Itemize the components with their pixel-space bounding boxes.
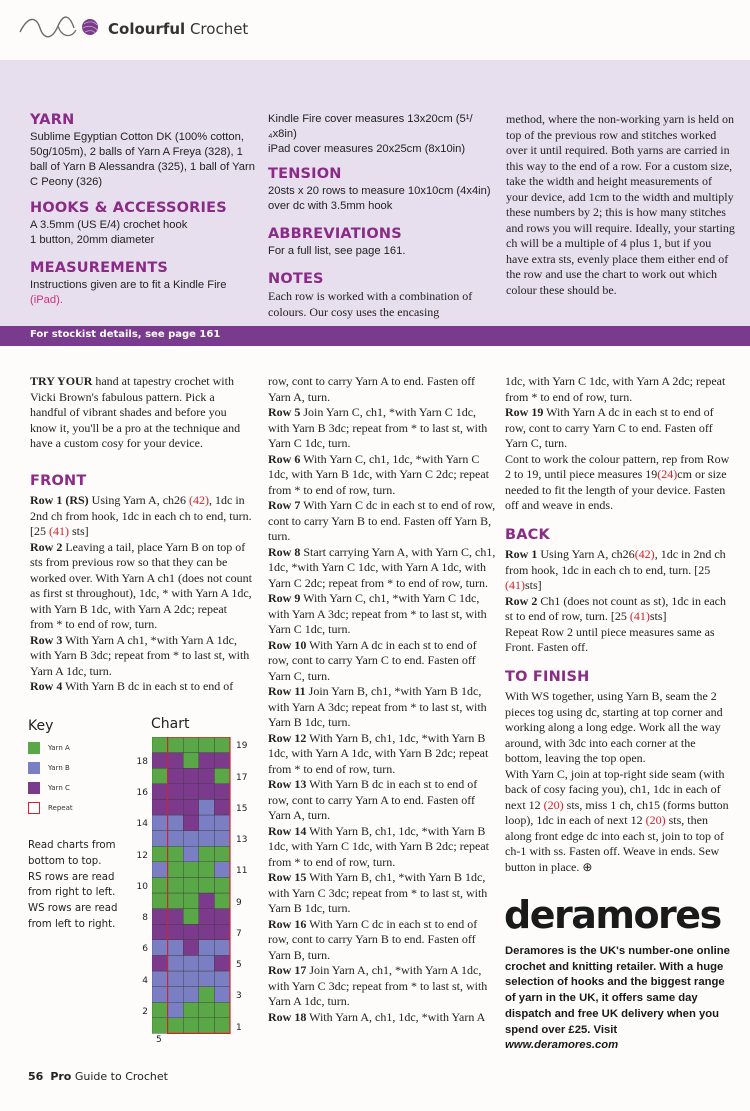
- front-row-8: Row 8 Start carrying Yarn A, with Yarn C, ch1, 1dc, *with Yarn C 1dc, with Yarn A 1dc, with Yarn C 2dc; repeat from * to end of row, turn.: [268, 544, 496, 590]
- chart-cell: [168, 893, 184, 909]
- chart-row-label: 6: [142, 944, 148, 954]
- continue-pattern: Cont to work the colour pattern, rep from Row 2 to 19, until piece measures 19(24)cm or size needed to fit the length of your device. Fasten off and weave in ends.: [505, 451, 730, 512]
- notes-continued-text: method, where the non-working yarn is held on top of the previous row and stitches worked over it until required. Both yarns are carried in this way to the end of a row. For a custom size, take the width and height measurements of your device, add 1cm to the width and multiply these numbers by 2; this is how many stitches and rows you will require. Ideally, your starting ch will be a multiple of 4 plus 1, but if you have extra sts, evenly place them either end of the row and use the chart to work out which colour these should be.: [506, 112, 735, 297]
- finish-edge: With Yarn C, join at top-right side seam (with back of cosy facing you), ch1, 1dc in each of next 12 (20) sts, miss 1 ch, ch15 (forms button loop), 1dc in each of next 12 (20) sts, then along front edge dc into each st, join to top of ch-1 with ss. Fasten off. Weave in ends. Sew button in place. ⊕: [505, 766, 729, 874]
- chart-row-label: 8: [142, 913, 148, 923]
- chart-cell: [168, 753, 184, 769]
- measurements-text: Instructions given are to fit a Kindle Fire (iPad).: [30, 279, 227, 306]
- front-row-2: Row 2 Leaving a tail, place Yarn B on top of sts from previous row so that they can be worked over. With Yarn A ch1 (does not count as first st throughout), 1dc, * with Yarn A 1dc, with Yarn B 1dc, with Yarn A 2dc; repeat from * to end of row, turn.: [30, 539, 252, 631]
- chart-cell: [214, 971, 230, 987]
- chart-reading-instructions: Read charts from bottom to top. RS rows are read from right to left. WS rows are read from left to right.: [28, 840, 118, 930]
- chart-row-label: 18: [136, 757, 148, 767]
- chart-cell: [183, 955, 199, 971]
- materials-band: [0, 60, 750, 326]
- chart-cell: [152, 924, 168, 940]
- chart-row-label: 12: [136, 851, 148, 861]
- front-row-13: Row 13 With Yarn B dc in each st to end of row, cont to carry Yarn A to end. Fasten off Yarn A, turn.: [268, 777, 478, 822]
- front-row-5: Row 5 Join Yarn C, ch1, *with Yarn C 1dc, with Yarn B 3dc; repeat from * to last st, with Yarn C 1dc, turn.: [268, 405, 488, 450]
- chart-cell: [168, 768, 184, 784]
- chart-cell: [168, 955, 184, 971]
- chart-cell: [152, 987, 168, 1003]
- chart-cell: [214, 877, 230, 893]
- chart-cell: [199, 971, 215, 987]
- abbreviations-text: For a full list, see page 161.: [268, 245, 406, 257]
- chart-row-label: 19: [236, 741, 248, 751]
- chart-cell: [214, 831, 230, 847]
- chart-cell: [214, 768, 230, 784]
- chart-cell: [183, 940, 199, 956]
- front-row-4-cont: row, cont to carry Yarn A to end. Fasten off Yarn A, turn.: [268, 374, 475, 404]
- chart-cell: [199, 940, 215, 956]
- yarn-heading: YARN: [30, 112, 75, 128]
- chart-cell: [183, 893, 199, 909]
- chart-cell: [214, 862, 230, 878]
- chart-cell: [152, 1018, 168, 1034]
- chart-cell: [183, 909, 199, 925]
- chart-cell: [168, 799, 184, 815]
- chart-cell: [183, 815, 199, 831]
- chart-cell: [152, 971, 168, 987]
- chart-row-label: 9: [236, 898, 242, 908]
- tension-column: [268, 112, 498, 320]
- chart-cell: [183, 924, 199, 940]
- chart-key: [28, 718, 128, 814]
- front-row-17: Row 17 Join Yarn A, ch1, *with Yarn A 1dc, with Yarn C 3dc; repeat from * to last st, with Yarn A 1dc, turn.: [268, 963, 488, 1008]
- hooks-heading: HOOKS & ACCESSORIES: [30, 200, 227, 216]
- chart-cell: [214, 893, 230, 909]
- front-heading: FRONT: [30, 472, 87, 489]
- chart-row-label: 5: [236, 960, 242, 970]
- chart-cell: [152, 862, 168, 878]
- left-column: [30, 374, 252, 695]
- chart-cell: [214, 955, 230, 971]
- chart-cell: [152, 815, 168, 831]
- chart-cell: [152, 909, 168, 925]
- chart-cell: [183, 877, 199, 893]
- page-number: 56: [28, 1070, 44, 1083]
- chart-cell: [183, 784, 199, 800]
- yarn-b-swatch: [28, 762, 40, 774]
- chart-cell: [168, 846, 184, 862]
- chart-cell: [168, 924, 184, 940]
- notes-heading: NOTES: [268, 271, 324, 287]
- chart-cell: [168, 940, 184, 956]
- repeat-swatch: [28, 802, 40, 814]
- chart-title: Chart: [151, 716, 190, 732]
- chart-cell: [199, 924, 215, 940]
- chart-row-label: 16: [136, 788, 148, 798]
- chart-row-label: 17: [236, 773, 248, 783]
- front-row-18: Row 18 With Yarn A, ch1, 1dc, *with Yarn A: [268, 1009, 486, 1024]
- chart-row-label: 4: [142, 976, 148, 986]
- front-row-3: Row 3 With Yarn A ch1, *with Yarn A 1dc, with Yarn B 3dc; repeat from * to last st, with Yarn A 1dc, turn.: [30, 632, 250, 678]
- chart-cell: [168, 784, 184, 800]
- chart-cell: [168, 1018, 184, 1034]
- deramores-logo: deramores: [504, 893, 721, 937]
- deramores-blurb: Deramores is the UK's number-one online crochet and knitting retailer. With a huge selection of hooks and the biggest range of yarn in the UK, it offers same day dispatch and free UK delivery when you spend over £25. Visit www.deramores.com: [505, 945, 730, 1052]
- chart-cell: [214, 753, 230, 769]
- chart-cell: [214, 940, 230, 956]
- chart-cell: [199, 768, 215, 784]
- chart-cell: [168, 909, 184, 925]
- chart-cell: [199, 1018, 215, 1034]
- chart-column-label: 5: [156, 1035, 162, 1045]
- chart-cell: [152, 955, 168, 971]
- notes-continued-column: [506, 112, 736, 298]
- chart-left-numbers: [126, 737, 148, 1037]
- chart-cell: [214, 987, 230, 1003]
- measurements-heading: MEASUREMENTS: [30, 260, 169, 276]
- chart-cell: [168, 737, 184, 753]
- chart-cell: [183, 862, 199, 878]
- chart-row-label: 2: [142, 1007, 148, 1017]
- chart-cell: [183, 737, 199, 753]
- key-yarn-c: Yarn C: [28, 782, 128, 794]
- chart-cell: [199, 862, 215, 878]
- chart-row-label: 13: [236, 835, 248, 845]
- chart-cell: [152, 737, 168, 753]
- front-row-12: Row 12 With Yarn B, ch1, 1dc, *with Yarn B 1dc, with Yarn A 1dc, with Yarn B 2dc; repeat from * to end of row, turn.: [268, 730, 489, 776]
- kindle-size: Kindle Fire cover measures 13x20cm (5¹/₄x8in): [268, 113, 473, 140]
- chart-cell: [183, 846, 199, 862]
- page-header: [0, 0, 750, 60]
- chart-cell: [168, 862, 184, 878]
- front-row-9: Row 9 With Yarn C, ch1, *with Yarn C 1dc, with Yarn A 3dc; repeat from * to last st, with Yarn C 1dc, turn.: [268, 591, 487, 636]
- front-row-6: Row 6 With Yarn C, ch1, 1dc, *with Yarn C 1dc, with Yarn B 1dc, with Yarn C 2dc; repeat from * to end of row, turn.: [268, 451, 489, 497]
- abbreviations-heading: ABBREVIATIONS: [268, 226, 402, 242]
- back-repeat: Repeat Row 2 until piece measures same as Front. Fasten off.: [505, 624, 715, 654]
- chart-cell: [152, 784, 168, 800]
- chart-cell: [183, 831, 199, 847]
- chart-cell: [168, 971, 184, 987]
- chart-cell: [214, 1002, 230, 1018]
- chart-cell: [199, 815, 215, 831]
- end-mark-icon: ⊕: [582, 859, 593, 874]
- back-row-2: Row 2 Ch1 (does not count as st), 1dc in each st to end of row, turn. [25 (41)sts]: [505, 593, 726, 623]
- front-row-14: Row 14 With Yarn B, ch1, 1dc, *with Yarn B 1dc, with Yarn C 1dc, with Yarn B 2dc; repeat from * to end of row, turn.: [268, 823, 489, 869]
- chart-cell: [183, 1018, 199, 1034]
- front-row-7: Row 7 With Yarn C dc in each st to end of row, cont to carry Yarn B to end. Fasten off Yarn B, turn.: [268, 498, 496, 543]
- chart-cell: [214, 1018, 230, 1034]
- back-heading: BACK: [505, 526, 550, 543]
- chart-cell: [199, 955, 215, 971]
- hooks-text: A 3.5mm (US E/4) crochet hook: [30, 219, 188, 231]
- chart-cell: [183, 1002, 199, 1018]
- chart-cell: [199, 784, 215, 800]
- chart-cell: [168, 877, 184, 893]
- back-row-1: Row 1 Using Yarn A, ch26(42), 1dc in 2nd ch from hook, 1dc in each ch to end, turn. [25 (41)sts]: [505, 547, 726, 592]
- chart-cell: [183, 971, 199, 987]
- chart-cell: [199, 877, 215, 893]
- chart-cell: [183, 987, 199, 1003]
- front-row-19: Row 19 With Yarn A dc in each st to end of row, cont to carry Yarn C to end. Fasten off Yarn C, turn.: [505, 405, 714, 450]
- chart-cell: [199, 799, 215, 815]
- chart-cell: [214, 924, 230, 940]
- chart-cell: [168, 1002, 184, 1018]
- chart-row-label: 7: [236, 929, 242, 939]
- deramores-link[interactable]: www.deramores.com: [505, 1039, 619, 1052]
- finish-seam: With WS together, using Yarn B, seam the 2 pieces tog using dc, starting at top corner and working along a long edge. Work all the way around, with 3dc into each corner at the bottom, leaving the top open.: [505, 689, 723, 765]
- page-footer: 56 Pro Guide to Crochet: [28, 1070, 168, 1083]
- chart-cell: [199, 987, 215, 1003]
- button-text: 1 button, 20mm diameter: [30, 234, 155, 246]
- front-row-10: Row 10 With Yarn A dc in each st to end of row, cont to carry Yarn C to end. Fasten off Yarn C, turn.: [268, 637, 477, 683]
- chart-cell: [199, 753, 215, 769]
- materials-column: [30, 112, 260, 308]
- front-row-15: Row 15 With Yarn B, ch1, *with Yarn B 1dc, with Yarn C 3dc; repeat from * to last st, with Yarn B 1dc, turn.: [268, 870, 488, 915]
- chart-cell: [152, 940, 168, 956]
- chart-cell: [152, 1002, 168, 1018]
- chart-cell: [199, 831, 215, 847]
- chart-cell: [183, 753, 199, 769]
- tension-heading: TENSION: [268, 166, 342, 182]
- key-yarn-b: Yarn B: [28, 762, 128, 774]
- front-row-1: Row 1 (RS) Using Yarn A, ch26 (42), 1dc in 2nd ch from hook, 1dc in each ch to end, turn. [25 (41) sts]: [30, 493, 252, 538]
- front-row-16: Row 16 With Yarn C dc in each st to end of row, cont to carry Yarn B to end. Fasten off Yarn B, turn.: [268, 916, 478, 962]
- chart-cell: [214, 909, 230, 925]
- chart-row-label: 1: [236, 1023, 242, 1033]
- chart-cell: [214, 784, 230, 800]
- chart-cell: [183, 768, 199, 784]
- tension-text: 20sts x 20 rows to measure 10x10cm (4x4in) over dc with 3.5mm hook: [268, 185, 491, 212]
- chart-cell: [214, 799, 230, 815]
- chart-cell: [168, 815, 184, 831]
- ipad-size: iPad cover measures 20x25cm (8x10in): [268, 143, 466, 155]
- chart-cell: [152, 877, 168, 893]
- chart-row-label: 3: [236, 991, 242, 1001]
- key-heading: Key: [28, 718, 54, 734]
- intro-text: TRY YOUR hand at tapestry crochet with Vicki Brown's fabulous pattern. Pick a handful of vibrant shades and before you know it, you'll be a pro at the technique and have a custom cosy for your device.: [30, 374, 241, 450]
- yarn-a-swatch: [28, 742, 40, 754]
- stockist-text: For stockist details, see page 161: [30, 329, 221, 340]
- front-row-4: Row 4 With Yarn B dc in each st to end of: [30, 679, 234, 693]
- chart-cell: [152, 893, 168, 909]
- chart-cell: [199, 737, 215, 753]
- key-repeat: Repeat: [28, 802, 128, 814]
- chart-cell: [152, 831, 168, 847]
- chart-row-label: 14: [136, 819, 148, 829]
- chart-cell: [152, 768, 168, 784]
- front-row-18-cont: 1dc, with Yarn C 1dc, with Yarn A 2dc; repeat from * to end of row, turn.: [505, 374, 726, 404]
- front-row-11: Row 11 Join Yarn B, ch1, *with Yarn B 1dc, with Yarn A 3dc; repeat from * to last st, with Yarn B 1dc, turn.: [268, 684, 487, 729]
- chart-cell: [183, 799, 199, 815]
- chart-cell: [214, 846, 230, 862]
- chart-cell: [168, 831, 184, 847]
- chart-cell: [168, 987, 184, 1003]
- chart-cell: [199, 909, 215, 925]
- middle-column: [268, 374, 496, 1025]
- chart-row-label: 15: [236, 804, 248, 814]
- chart-row-label: 10: [136, 882, 148, 892]
- yarn-text: Sublime Egyptian Cotton DK (100% cotton, 50g/105m), 2 balls of Yarn A Freya (328), 1 ball of Yarn B Alessandra (325), 1 ball of Yarn C Peony (326): [30, 131, 255, 188]
- yarn-c-swatch: [28, 782, 40, 794]
- notes-text: Each row is worked with a combination of colours. Our cosy uses the encasing: [268, 289, 473, 319]
- chart-cell: [199, 846, 215, 862]
- chart-right-numbers: [236, 737, 258, 1037]
- chart-cell: [214, 815, 230, 831]
- chart-cell: [214, 737, 230, 753]
- chart-cell: [199, 1002, 215, 1018]
- finish-heading: TO FINISH: [505, 668, 590, 685]
- chart-row-label: 11: [236, 866, 248, 876]
- chart-cell: [199, 893, 215, 909]
- chart-cell: [152, 753, 168, 769]
- chart-cell: [152, 799, 168, 815]
- stockist-bar: [0, 326, 750, 346]
- section-title: Colourful Crochet: [108, 20, 249, 38]
- right-column: [505, 374, 730, 875]
- key-yarn-a: Yarn A: [28, 742, 128, 754]
- chart-cell: [152, 846, 168, 862]
- swirl-ornament-icon: [18, 12, 104, 42]
